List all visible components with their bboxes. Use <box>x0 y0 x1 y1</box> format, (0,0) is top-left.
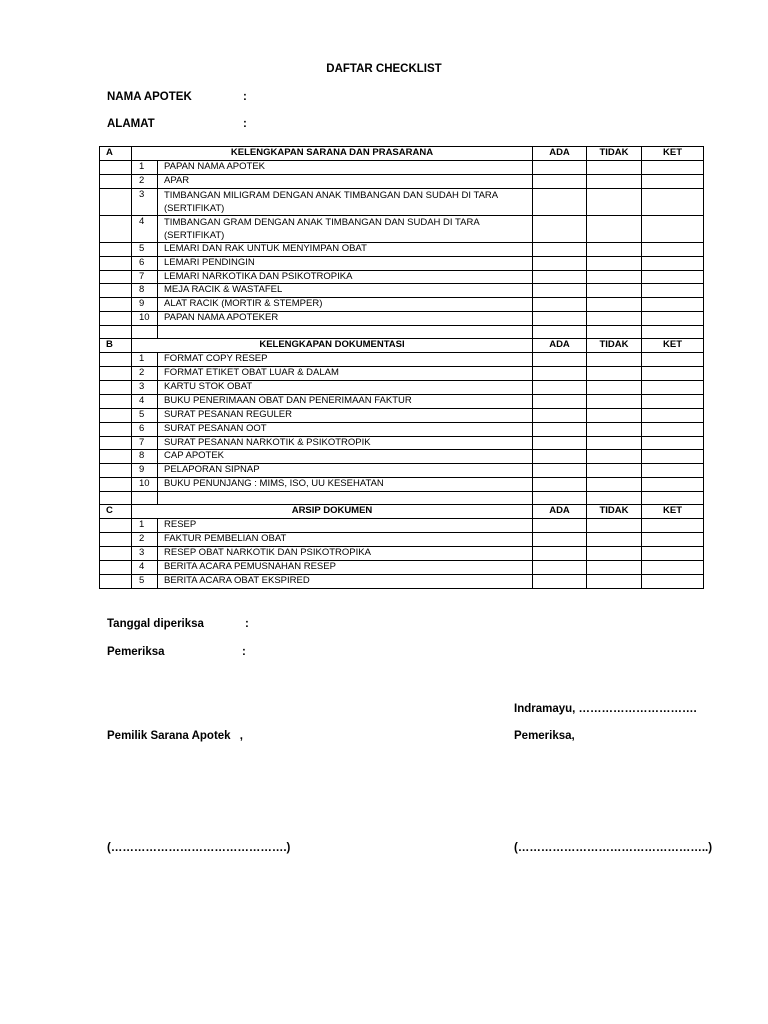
ada-checkbox-cell <box>533 532 587 546</box>
ket-cell <box>642 312 704 326</box>
table-row <box>100 394 704 408</box>
tidak-checkbox-cell <box>587 546 642 560</box>
table-row <box>100 256 704 270</box>
ada-checkbox-cell <box>533 519 587 533</box>
ada-checkbox-cell <box>533 450 587 464</box>
ket-cell <box>642 574 704 588</box>
ada-checkbox-cell <box>533 284 587 298</box>
table-row <box>100 436 704 450</box>
table-row <box>100 160 704 174</box>
col-tidak-header: TIDAK <box>587 147 642 161</box>
alamat-label: ALAMAT <box>107 118 155 130</box>
item-number: 3 <box>132 188 158 215</box>
item-text: KARTU STOK OBAT <box>158 380 533 394</box>
ket-cell <box>642 353 704 367</box>
tidak-checkbox-cell <box>587 394 642 408</box>
empty-cell <box>533 492 587 505</box>
table-row <box>100 422 704 436</box>
tidak-checkbox-cell <box>587 353 642 367</box>
tidak-checkbox-cell <box>587 366 642 380</box>
item-text: RESEP OBAT NARKOTIK DAN PSIKOTROPIKA <box>158 546 533 560</box>
empty-cell <box>100 312 132 326</box>
ket-cell <box>642 215 704 242</box>
owner-row <box>107 730 243 742</box>
empty-cell <box>100 284 132 298</box>
tidak-checkbox-cell <box>587 284 642 298</box>
blank-row <box>100 492 704 505</box>
table-row <box>100 546 704 560</box>
empty-cell <box>533 326 587 339</box>
section-title: KELENGKAPAN DOKUMENTASI <box>132 339 533 353</box>
item-number: 5 <box>132 242 158 256</box>
examiner-label: Pemeriksa, <box>514 730 575 742</box>
owner-comma: , <box>239 730 243 742</box>
item-text: LEMARI DAN RAK UNTUK MENYIMPAN OBAT <box>158 242 533 256</box>
table-row <box>100 215 704 242</box>
empty-cell <box>158 492 533 505</box>
ada-checkbox-cell <box>533 422 587 436</box>
item-number: 1 <box>132 353 158 367</box>
ada-checkbox-cell <box>533 298 587 312</box>
table-row <box>100 312 704 326</box>
tidak-checkbox-cell <box>587 160 642 174</box>
ada-checkbox-cell <box>533 546 587 560</box>
item-text: LEMARI NARKOTIKA DAN PSIKOTROPIKA <box>158 270 533 284</box>
section-code: A <box>100 147 132 161</box>
item-text: APAR <box>158 174 533 188</box>
ket-cell <box>642 450 704 464</box>
empty-cell <box>100 394 132 408</box>
tidak-checkbox-cell <box>587 174 642 188</box>
ada-checkbox-cell <box>533 215 587 242</box>
ket-cell <box>642 560 704 574</box>
empty-cell <box>100 519 132 533</box>
empty-cell <box>100 464 132 478</box>
ada-checkbox-cell <box>533 478 587 492</box>
col-tidak-header: TIDAK <box>587 339 642 353</box>
ada-checkbox-cell <box>533 436 587 450</box>
ket-cell <box>642 519 704 533</box>
empty-cell <box>100 436 132 450</box>
item-text: PELAPORAN SIPNAP <box>158 464 533 478</box>
item-number: 3 <box>132 546 158 560</box>
item-text: FAKTUR PEMBELIAN OBAT <box>158 532 533 546</box>
item-number: 6 <box>132 422 158 436</box>
ket-cell <box>642 298 704 312</box>
table-row <box>100 450 704 464</box>
tanggal-label: Tanggal diperiksa <box>107 618 204 630</box>
section-title: KELENGKAPAN SARANA DAN PRASARANA <box>132 147 533 161</box>
col-ket-header: KET <box>642 147 704 161</box>
empty-cell <box>100 353 132 367</box>
ada-checkbox-cell <box>533 464 587 478</box>
item-text: BERITA ACARA OBAT EKSPIRED <box>158 574 533 588</box>
ket-cell <box>642 256 704 270</box>
tidak-checkbox-cell <box>587 256 642 270</box>
item-text: SURAT PESANAN NARKOTIK & PSIKOTROPIK <box>158 436 533 450</box>
empty-cell <box>100 298 132 312</box>
empty-cell <box>100 256 132 270</box>
table-row <box>100 284 704 298</box>
nama-apotek-row <box>107 91 307 103</box>
item-text: SURAT PESANAN REGULER <box>158 408 533 422</box>
item-number: 2 <box>132 366 158 380</box>
ada-checkbox-cell <box>533 188 587 215</box>
ket-cell <box>642 532 704 546</box>
ada-checkbox-cell <box>533 270 587 284</box>
item-text: ALAT RACIK (MORTIR & STEMPER) <box>158 298 533 312</box>
tidak-checkbox-cell <box>587 422 642 436</box>
ada-checkbox-cell <box>533 408 587 422</box>
ket-cell <box>642 436 704 450</box>
table-row <box>100 519 704 533</box>
ada-checkbox-cell <box>533 256 587 270</box>
empty-cell <box>100 408 132 422</box>
ket-cell <box>642 366 704 380</box>
tidak-checkbox-cell <box>587 270 642 284</box>
item-number: 1 <box>132 160 158 174</box>
empty-cell <box>100 574 132 588</box>
ada-checkbox-cell <box>533 574 587 588</box>
table-row <box>100 298 704 312</box>
col-ada-header: ADA <box>533 505 587 519</box>
pemeriksa-label: Pemeriksa <box>107 646 165 658</box>
table-row <box>100 242 704 256</box>
blank-row <box>100 326 704 339</box>
table-row <box>100 574 704 588</box>
alamat-row <box>107 118 307 130</box>
checklist-table <box>99 146 704 589</box>
item-number: 7 <box>132 436 158 450</box>
tidak-checkbox-cell <box>587 478 642 492</box>
item-text: MEJA RACIK & WASTAFEL <box>158 284 533 298</box>
table-row <box>100 464 704 478</box>
item-number: 10 <box>132 312 158 326</box>
table-row <box>100 366 704 380</box>
item-text: TIMBANGAN GRAM DENGAN ANAK TIMBANGAN DAN SUDAH DI TARA (SERTIFIKAT) <box>158 215 533 242</box>
tidak-checkbox-cell <box>587 215 642 242</box>
section-header-row <box>100 505 704 519</box>
ada-checkbox-cell <box>533 394 587 408</box>
item-text: BERITA ACARA PEMUSNAHAN RESEP <box>158 560 533 574</box>
ket-cell <box>642 464 704 478</box>
col-ada-header: ADA <box>533 339 587 353</box>
tidak-checkbox-cell <box>587 436 642 450</box>
signature-left: (……………………………………….) <box>107 842 291 854</box>
table-row <box>100 478 704 492</box>
empty-cell <box>100 160 132 174</box>
tidak-checkbox-cell <box>587 242 642 256</box>
item-number: 10 <box>132 478 158 492</box>
empty-cell <box>100 478 132 492</box>
ada-checkbox-cell <box>533 160 587 174</box>
ket-cell <box>642 422 704 436</box>
empty-cell <box>100 560 132 574</box>
tidak-checkbox-cell <box>587 450 642 464</box>
place-date: Indramayu, …………………………. <box>514 703 697 715</box>
item-text: SURAT PESANAN OOT <box>158 422 533 436</box>
ket-cell <box>642 242 704 256</box>
ada-checkbox-cell <box>533 242 587 256</box>
ket-cell <box>642 408 704 422</box>
item-text: LEMARI PENDINGIN <box>158 256 533 270</box>
table-row <box>100 532 704 546</box>
table-row <box>100 270 704 284</box>
empty-cell <box>100 188 132 215</box>
ket-cell <box>642 270 704 284</box>
section-code: B <box>100 339 132 353</box>
ada-checkbox-cell <box>533 174 587 188</box>
item-text: TIMBANGAN MILIGRAM DENGAN ANAK TIMBANGAN DAN SUDAH DI TARA (SERTIFIKAT) <box>158 188 533 215</box>
ada-checkbox-cell <box>533 312 587 326</box>
empty-cell <box>100 326 132 339</box>
item-text: FORMAT ETIKET OBAT LUAR & DALAM <box>158 366 533 380</box>
empty-cell <box>587 492 642 505</box>
checklist-body <box>100 147 704 589</box>
item-number: 5 <box>132 408 158 422</box>
item-number: 4 <box>132 215 158 242</box>
tidak-checkbox-cell <box>587 464 642 478</box>
item-text: PAPAN NAMA APOTEKER <box>158 312 533 326</box>
owner-label: Pemilik Sarana Apotek <box>107 730 231 742</box>
empty-cell <box>642 326 704 339</box>
signature-right: (…………………………………………..) <box>514 842 713 854</box>
tidak-checkbox-cell <box>587 188 642 215</box>
section-header-row <box>100 339 704 353</box>
tidak-checkbox-cell <box>587 532 642 546</box>
item-number: 3 <box>132 380 158 394</box>
col-ket-header: KET <box>642 505 704 519</box>
pemeriksa-colon: : <box>242 646 246 658</box>
item-number: 1 <box>132 519 158 533</box>
empty-cell <box>100 546 132 560</box>
empty-cell <box>100 270 132 284</box>
empty-cell <box>587 326 642 339</box>
item-text: BUKU PENUNJANG : MIMS, ISO, UU KESEHATAN <box>158 478 533 492</box>
empty-cell <box>158 326 533 339</box>
item-text: CAP APOTEK <box>158 450 533 464</box>
item-text: PAPAN NAMA APOTEK <box>158 160 533 174</box>
item-number: 6 <box>132 256 158 270</box>
tidak-checkbox-cell <box>587 380 642 394</box>
section-title: ARSIP DOKUMEN <box>132 505 533 519</box>
col-ada-header: ADA <box>533 147 587 161</box>
item-number: 4 <box>132 560 158 574</box>
item-number: 9 <box>132 464 158 478</box>
empty-cell <box>132 492 158 505</box>
empty-cell <box>100 380 132 394</box>
empty-cell <box>100 366 132 380</box>
empty-cell <box>642 492 704 505</box>
table-row <box>100 353 704 367</box>
item-number: 2 <box>132 532 158 546</box>
tidak-checkbox-cell <box>587 312 642 326</box>
empty-cell <box>100 450 132 464</box>
col-tidak-header: TIDAK <box>587 505 642 519</box>
alamat-colon: : <box>243 118 247 130</box>
document-title: DAFTAR CHECKLIST <box>326 63 442 75</box>
table-row <box>100 380 704 394</box>
empty-cell <box>100 532 132 546</box>
ada-checkbox-cell <box>533 366 587 380</box>
table-row <box>100 174 704 188</box>
item-number: 4 <box>132 394 158 408</box>
item-text: RESEP <box>158 519 533 533</box>
item-text: BUKU PENERIMAAN OBAT DAN PENERIMAAN FAKTUR <box>158 394 533 408</box>
table-row <box>100 188 704 215</box>
tanggal-row <box>107 618 307 630</box>
section-code: C <box>100 505 132 519</box>
ket-cell <box>642 284 704 298</box>
ket-cell <box>642 160 704 174</box>
ket-cell <box>642 478 704 492</box>
empty-cell <box>100 174 132 188</box>
table-row <box>100 408 704 422</box>
ket-cell <box>642 188 704 215</box>
ket-cell <box>642 380 704 394</box>
col-ket-header: KET <box>642 339 704 353</box>
nama-apotek-colon: : <box>243 91 247 103</box>
item-number: 7 <box>132 270 158 284</box>
ket-cell <box>642 394 704 408</box>
item-number: 5 <box>132 574 158 588</box>
tidak-checkbox-cell <box>587 574 642 588</box>
section-header-row <box>100 147 704 161</box>
item-number: 9 <box>132 298 158 312</box>
empty-cell <box>100 422 132 436</box>
empty-cell <box>132 326 158 339</box>
empty-cell <box>100 492 132 505</box>
item-text: FORMAT COPY RESEP <box>158 353 533 367</box>
ket-cell <box>642 174 704 188</box>
ada-checkbox-cell <box>533 560 587 574</box>
empty-cell <box>100 215 132 242</box>
tidak-checkbox-cell <box>587 519 642 533</box>
item-number: 8 <box>132 450 158 464</box>
empty-cell <box>100 242 132 256</box>
ket-cell <box>642 546 704 560</box>
tidak-checkbox-cell <box>587 408 642 422</box>
pemeriksa-row <box>107 646 307 658</box>
tanggal-colon: : <box>245 618 249 630</box>
table-row <box>100 560 704 574</box>
item-number: 8 <box>132 284 158 298</box>
ada-checkbox-cell <box>533 380 587 394</box>
tidak-checkbox-cell <box>587 560 642 574</box>
ada-checkbox-cell <box>533 353 587 367</box>
tidak-checkbox-cell <box>587 298 642 312</box>
item-number: 2 <box>132 174 158 188</box>
nama-apotek-label: NAMA APOTEK <box>107 91 192 103</box>
